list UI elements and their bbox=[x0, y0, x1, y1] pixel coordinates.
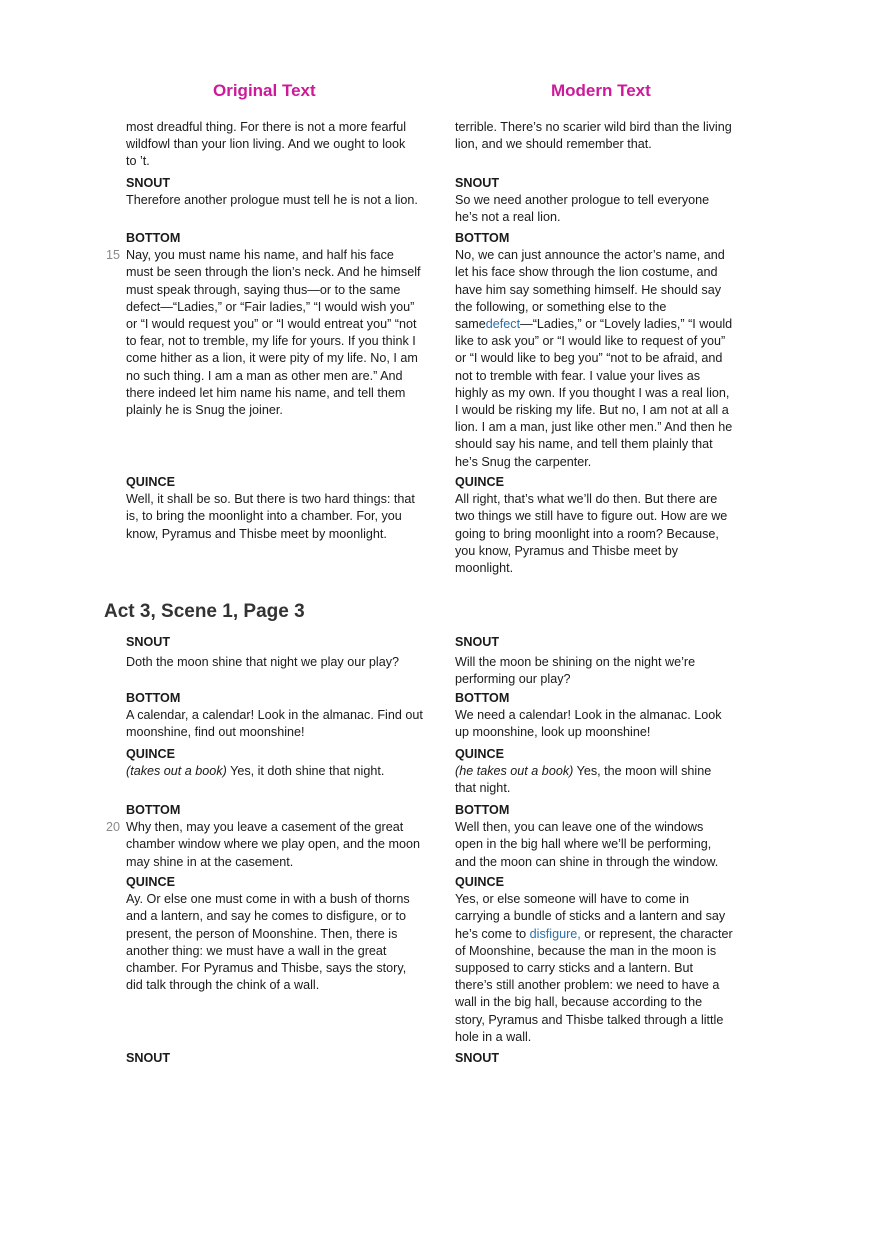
text-line: there’s still another problem: we need to have a bbox=[455, 978, 720, 993]
speech-snout-original-2 bbox=[126, 634, 438, 671]
text-line: Well then, you can leave one of the windows bbox=[455, 820, 704, 835]
text-line: not to tremble with fear. I value your lives as bbox=[455, 368, 700, 383]
text-line: terrible. There’s no scarier wild bird than the living bbox=[455, 120, 732, 134]
text-line: chamber. For Pyramus and Thisbe, says the story, bbox=[126, 961, 407, 976]
text-segment: Yes, it doth shine that night. bbox=[226, 764, 385, 779]
text-line: no such thing. I am a man as other men are.” And bbox=[126, 368, 403, 383]
text-line: defect—“Ladies,” or “Fair ladies,” “I would wish you” bbox=[126, 299, 415, 314]
speech-snout-modern-3 bbox=[455, 1050, 745, 1067]
text-line: may shine in at the casement. bbox=[126, 854, 294, 869]
text-line: is, to bring the moonlight into a chamber. For, you bbox=[126, 509, 402, 524]
speaker-name: SNOUT bbox=[455, 635, 500, 649]
text-line: Will the moon be shining on the night we’re bbox=[455, 655, 696, 670]
original-continuation bbox=[126, 119, 438, 171]
text-line: open in the big hall where we’ll be performing, bbox=[455, 837, 712, 852]
text-line: Doth the moon shine that night we play our play? bbox=[126, 655, 400, 670]
text-line: most dreadful thing. For there is not a more fearful bbox=[126, 120, 406, 134]
speaker-name: BOTTOM bbox=[455, 231, 510, 245]
modern-text-header: Modern Text bbox=[551, 81, 651, 100]
speech-snout-original-3 bbox=[126, 1050, 438, 1067]
speaker-name: SNOUT bbox=[455, 1051, 500, 1065]
text-line: supposed to carry sticks and a lantern. But bbox=[455, 961, 694, 976]
text-line: of Moonshine, because the man in the moon is bbox=[455, 943, 717, 958]
text-line: up moonshine, look up moonshine! bbox=[455, 725, 651, 740]
text-segment: —“Ladies,” or “Lovely ladies,” “I would bbox=[520, 317, 733, 332]
text-line: wall in the big hall, because according to the bbox=[455, 995, 703, 1010]
text-line bbox=[126, 763, 438, 780]
text-line: come hither as a lion, it were pity of my life. No, I am bbox=[126, 351, 418, 366]
text-line: two things we still have to figure out. How are we bbox=[455, 509, 728, 524]
text-line: and a lantern, and say he comes to disfigure, or to bbox=[126, 909, 407, 924]
text-line: lion, and we should remember that. bbox=[455, 137, 652, 152]
text-segment: same bbox=[455, 317, 486, 332]
text-line: another thing: we must have a wall in the great bbox=[126, 943, 387, 958]
text-line: wildfowl than your lion living. And we ought to look bbox=[126, 137, 406, 152]
glossary-link[interactable]: defect bbox=[485, 317, 521, 332]
speech-quince-modern bbox=[455, 474, 745, 577]
speech-snout-modern-2 bbox=[455, 634, 745, 689]
text-line bbox=[455, 763, 745, 780]
speech-bottom-modern bbox=[455, 230, 745, 471]
speaker-name: SNOUT bbox=[126, 635, 171, 649]
text-segment: Yes, the moon will shine bbox=[573, 764, 712, 779]
text-line: he’s Snug the carpenter. bbox=[455, 454, 592, 469]
text-line: going to bring moonlight into a room? Because, bbox=[455, 526, 719, 541]
text-line: and the moon can shine in through the window. bbox=[455, 854, 719, 869]
speaker-name: BOTTOM bbox=[455, 803, 510, 817]
speaker-name: BOTTOM bbox=[126, 803, 181, 817]
speech-bottom-original-2 bbox=[126, 690, 438, 742]
text-line: must speak through, saying thus—or to the same bbox=[126, 282, 401, 297]
speaker-name: BOTTOM bbox=[455, 691, 510, 705]
text-line: let his face show through the lion costume, and bbox=[455, 265, 718, 280]
speech-snout-modern bbox=[455, 175, 745, 227]
text-line: No, we can just announce the actor’s name, and bbox=[455, 248, 725, 263]
text-line: there indeed let him name his name, and tell them bbox=[126, 385, 406, 400]
speech-quince-original-3 bbox=[126, 874, 438, 994]
text-line: story, Pyramus and Thisbe talked through a little bbox=[455, 1012, 724, 1027]
speech-quince-original bbox=[126, 474, 438, 543]
speech-bottom-modern-2 bbox=[455, 690, 745, 742]
text-line: All right, that’s what we’ll do then. But there are bbox=[455, 492, 718, 507]
speech-bottom-original-3 bbox=[106, 802, 438, 871]
text-line: know, Pyramus and Thisbe meet by moonlight. bbox=[126, 526, 387, 541]
text-line: Therefore another prologue must tell he is not a lion. bbox=[126, 193, 418, 208]
speaker-name: QUINCE bbox=[455, 875, 504, 889]
speaker-name: SNOUT bbox=[126, 1051, 171, 1065]
text-line: A calendar, a calendar! Look in the almanac. Find out bbox=[126, 708, 423, 723]
text-line: chamber window where we play open, and the moon bbox=[126, 837, 421, 852]
stage-direction: (takes out a book) bbox=[126, 764, 227, 779]
text-line bbox=[455, 316, 745, 333]
text-line: moonshine, find out moonshine! bbox=[126, 725, 305, 740]
speaker-name: QUINCE bbox=[126, 747, 175, 761]
text-line: must be seen through the lion’s neck. And he himself bbox=[126, 265, 421, 280]
text-line: lion. I am a man, just like other men.” And then he bbox=[455, 420, 733, 435]
text-line: should say his name, and tell them plainly that bbox=[455, 437, 713, 452]
text-line: present, the person of Moonshine. Then, there is bbox=[126, 926, 398, 941]
text-line bbox=[455, 926, 745, 943]
line-number: 20 bbox=[106, 820, 121, 835]
text-line: So we need another prologue to tell everyone bbox=[455, 193, 710, 208]
original-text-header: Original Text bbox=[213, 81, 316, 100]
text-line: Well, it shall be so. But there is two hard things: that bbox=[126, 492, 415, 507]
text-line: carrying a bundle of sticks and a lantern and say bbox=[455, 909, 726, 924]
line-number: 15 bbox=[106, 248, 121, 263]
speaker-name: SNOUT bbox=[126, 176, 171, 190]
stage-direction: (he takes out a book) bbox=[455, 764, 574, 779]
glossary-link[interactable]: disfigure, bbox=[529, 926, 581, 941]
speaker-name: QUINCE bbox=[126, 475, 175, 489]
text-line: Yes, or else someone will have to come in bbox=[455, 892, 690, 907]
speaker-name: QUINCE bbox=[455, 475, 504, 489]
text-line: to ’t. bbox=[126, 154, 150, 169]
text-line: hole in a wall. bbox=[455, 1029, 532, 1044]
text-line: Nay, you must name his name, and half his face bbox=[126, 248, 394, 263]
text-line: plainly he is Snug the joiner. bbox=[126, 403, 283, 418]
text-line: you know, Pyramus and Thisbe meet by bbox=[455, 543, 679, 558]
text-line: have him say something himself. He should say bbox=[455, 282, 721, 297]
text-line: or “I would like to beg you” “not to be afraid, and bbox=[455, 351, 723, 366]
modern-continuation bbox=[455, 119, 745, 153]
text-line: like to ask you” or “I would like to request of you” bbox=[455, 334, 726, 349]
speech-bottom-modern-3 bbox=[455, 802, 745, 871]
text-line: highly as my own. If you thought I was a real lion, bbox=[455, 385, 730, 400]
text-line: did talk through the chink of a wall. bbox=[126, 978, 320, 993]
text-line: Why then, may you leave a casement of the great bbox=[126, 820, 404, 835]
speech-bottom-original bbox=[106, 230, 438, 419]
text-line: he’s not a real lion. bbox=[455, 210, 561, 225]
text-segment: or represent, the character bbox=[580, 926, 733, 941]
text-segment: he’s come to bbox=[455, 926, 530, 941]
speaker-name: SNOUT bbox=[455, 176, 500, 190]
text-line: We need a calendar! Look in the almanac. Look bbox=[455, 708, 722, 723]
speaker-name: BOTTOM bbox=[126, 231, 181, 245]
text-line: that night. bbox=[455, 781, 511, 796]
speech-quince-modern-3 bbox=[455, 874, 745, 1046]
text-line: Ay. Or else one must come in with a bush of thorns bbox=[126, 892, 410, 907]
speech-quince-modern-2 bbox=[455, 746, 745, 798]
text-line: or “I would request you” or “I would entreat you” “not bbox=[126, 317, 417, 332]
text-line: moonlight. bbox=[455, 561, 514, 576]
text-line: performing our play? bbox=[455, 672, 571, 687]
speaker-name: QUINCE bbox=[126, 875, 175, 889]
speaker-name: BOTTOM bbox=[126, 691, 181, 705]
speaker-name: QUINCE bbox=[455, 747, 504, 761]
text-line: the following, or something else to the bbox=[455, 299, 667, 314]
text-line: to fear, not to tremble, my life for yours. If you think I bbox=[126, 334, 416, 349]
text-line: I would be risking my life. But no, I am not at all a bbox=[455, 403, 729, 418]
speech-snout-original bbox=[126, 175, 438, 209]
speech-quince-original-2 bbox=[126, 746, 438, 780]
scene-title: Act 3, Scene 1, Page 3 bbox=[104, 601, 305, 622]
